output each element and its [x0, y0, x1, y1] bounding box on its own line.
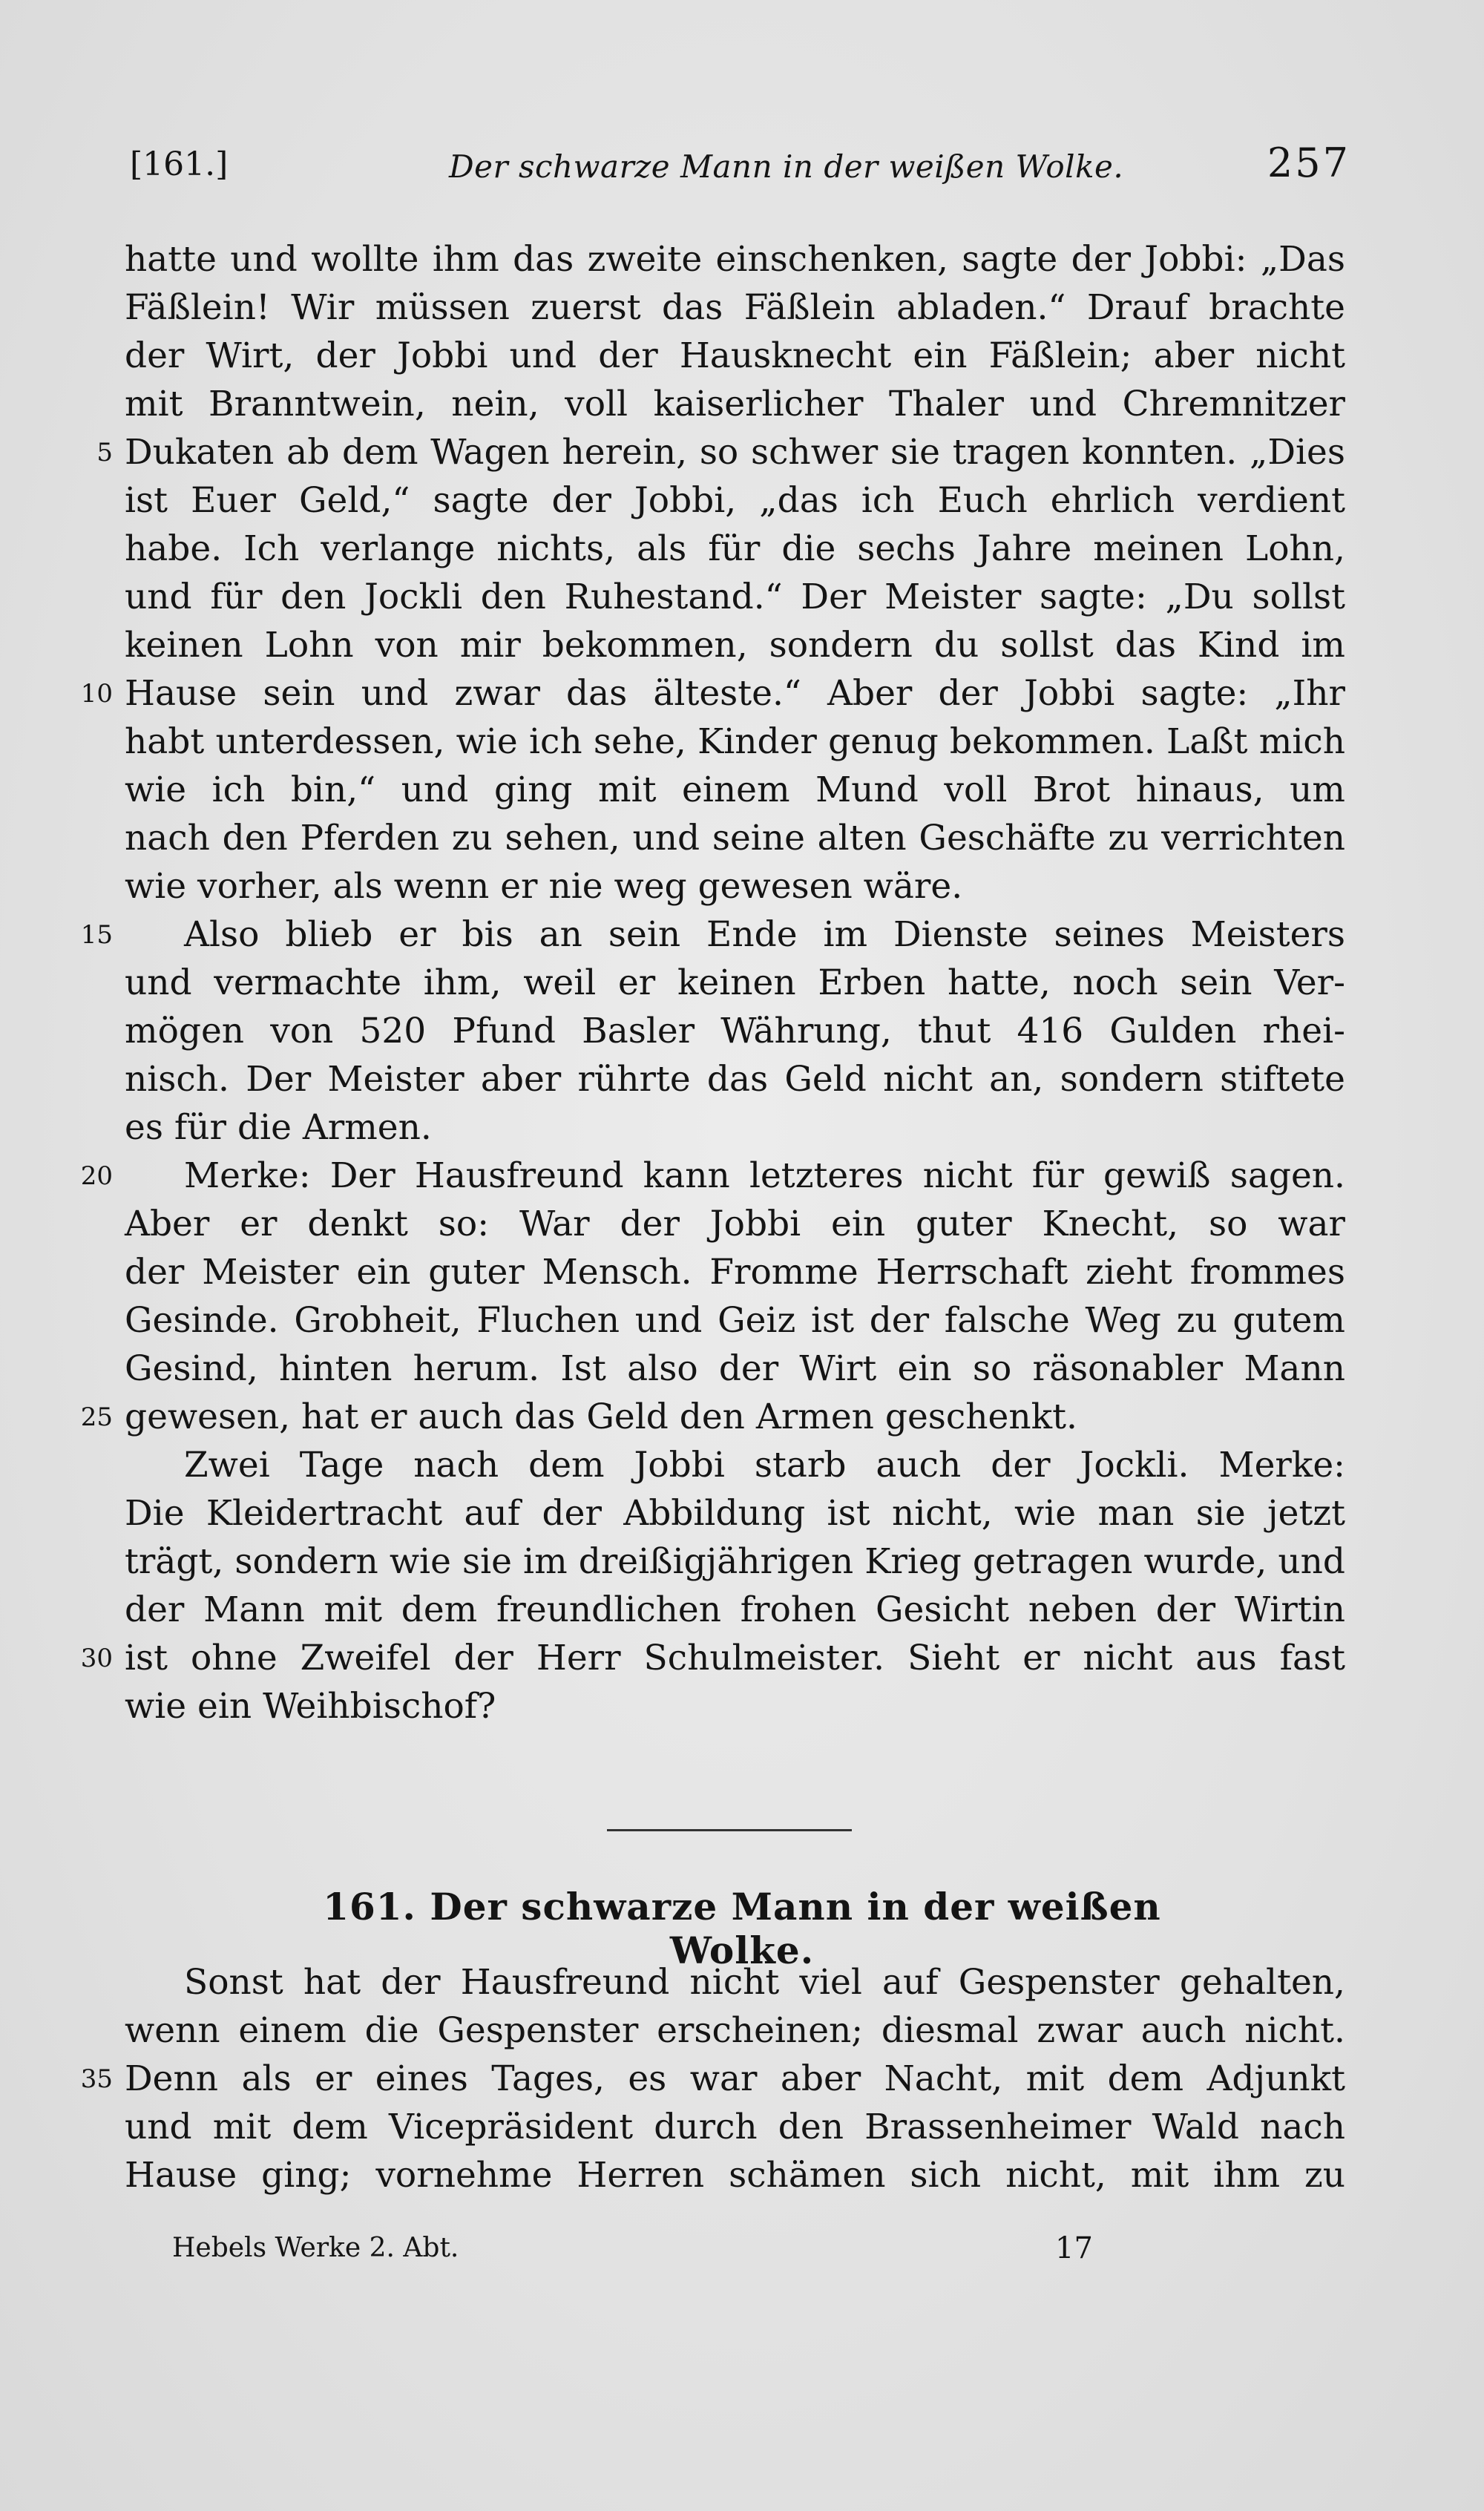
text-line: und mit dem Vicepräsident durch den Brassenheimer Wald nach — [125, 2107, 1345, 2147]
text-line: habe. Ich verlange nichts, als für die sechs Jahre meinen Lohn, — [125, 528, 1345, 569]
text-line: Merke: Der Hausfreund kann letzteres nicht für gewiß sagen. — [184, 1155, 1345, 1196]
text-line: wie vorher, als wenn er nie weg gewesen wäre. — [125, 866, 963, 907]
text-line: Dukaten ab dem Wagen herein, so schwer sie tragen konnten. „Dies — [125, 432, 1345, 473]
text-line: Hause sein und zwar das älteste.“ Aber der Jobbi sagte: „Ihr — [125, 673, 1345, 714]
text-line: der Mann mit dem freundlichen frohen Gesicht neben der Wirtin — [125, 1589, 1345, 1630]
line-number: 5 — [96, 438, 113, 467]
printer-signature: Hebels Werke 2. Abt. — [172, 2233, 459, 2263]
text-line: Also blieb er bis an sein Ende im Dienste seines Meisters — [184, 914, 1345, 955]
text-line: Aber er denkt so: War der Jobbi ein guter Knecht, so war — [125, 1204, 1345, 1244]
line-number: 15 — [80, 920, 113, 950]
text-line: Denn als er eines Tages, es war aber Nacht, mit dem Adjunkt — [125, 2058, 1345, 2099]
text-line: wie ich bin,“ und ging mit einem Mund voll Brot hinaus, um — [125, 769, 1345, 810]
section-reference: [161.] — [130, 145, 229, 183]
text-line: der Wirt, der Jobbi und der Hausknecht ein Fäßlein; aber nicht — [125, 335, 1345, 376]
text-line: Die Kleidertracht auf der Abbildung ist nicht, wie man sie jetzt — [125, 1493, 1345, 1534]
text-line: und für den Jockli den Ruhestand.“ Der Meister sagte: „Du sollst — [125, 577, 1345, 617]
line-number: 30 — [80, 1644, 113, 1673]
text-line: es für die Armen. — [125, 1107, 432, 1148]
text-line: ist ohne Zweifel der Herr Schulmeister. Sieht er nicht aus fast — [125, 1638, 1345, 1678]
text-line: trägt, sondern wie sie im dreißigjährigen Krieg getragen wurde, und — [125, 1541, 1345, 1582]
text-line: ist Euer Geld,“ sagte der Jobbi, „das ich Euch ehrlich verdient — [125, 480, 1345, 521]
line-number: 35 — [80, 2064, 113, 2094]
text-line: wenn einem die Gespenster erscheinen; diesmal zwar auch nicht. — [125, 2010, 1345, 2051]
line-number: 10 — [80, 679, 113, 709]
text-line: mögen von 520 Pfund Basler Währung, thut 416 Gulden rhei- — [125, 1011, 1345, 1051]
text-line: keinen Lohn von mir bekommen, sondern du sollst das Kind im — [125, 625, 1345, 666]
line-number: 25 — [80, 1402, 113, 1432]
text-line: der Meister ein guter Mensch. Fromme Herrschaft zieht frommes — [125, 1252, 1345, 1293]
text-line: nach den Pferden zu sehen, und seine alten Geschäfte zu verrichten — [125, 818, 1345, 859]
text-line: mit Branntwein, nein, voll kaiserlicher Thaler und Chremnitzer — [125, 384, 1345, 424]
line-number: 20 — [80, 1161, 113, 1191]
text-line: Sonst hat der Hausfreund nicht viel auf Gespenster gehalten, — [184, 1962, 1345, 2003]
running-header — [130, 140, 1350, 199]
sheet-number: 17 — [1055, 2231, 1093, 2265]
section-title: Der schwarze Mann in der weißen Wolke. — [430, 1885, 1161, 1972]
running-title: Der schwarze Mann in der weißen Wolke. — [449, 148, 1124, 185]
page-number: 257 — [1267, 140, 1350, 186]
text-line: gewesen, hat er auch das Geld den Armen geschenkt. — [125, 1396, 1077, 1437]
section-number: 161. — [323, 1885, 416, 1929]
text-line: wie ein Weihbischof? — [125, 1686, 496, 1727]
page-footer — [172, 2226, 1107, 2271]
text-line: Zwei Tage nach dem Jobbi starb auch der Jockli. Merke: — [184, 1445, 1345, 1486]
text-line: nisch. Der Meister aber rührte das Geld nicht an, sondern stiftete — [125, 1059, 1345, 1100]
section-divider — [607, 1829, 852, 1831]
text-line: Fäßlein! Wir müssen zuerst das Fäßlein abladen.“ Drauf brachte — [125, 287, 1345, 328]
text-line: Gesinde. Grobheit, Fluchen und Geiz ist der falsche Weg zu gutem — [125, 1300, 1345, 1341]
text-line: Hause ging; vornehme Herren schämen sich nicht, mit ihm zu — [125, 2155, 1345, 2196]
text-line: Gesind, hinten herum. Ist also der Wirt ein so räsonabler Mann — [125, 1348, 1345, 1389]
text-line: habt unterdessen, wie ich sehe, Kinder genug bekommen. Laßt mich — [125, 721, 1345, 762]
text-line: und vermachte ihm, weil er keinen Erben hatte, noch sein Ver- — [125, 962, 1345, 1003]
text-line: hatte und wollte ihm das zweite einschenken, sagte der Jobbi: „Das — [125, 239, 1345, 280]
